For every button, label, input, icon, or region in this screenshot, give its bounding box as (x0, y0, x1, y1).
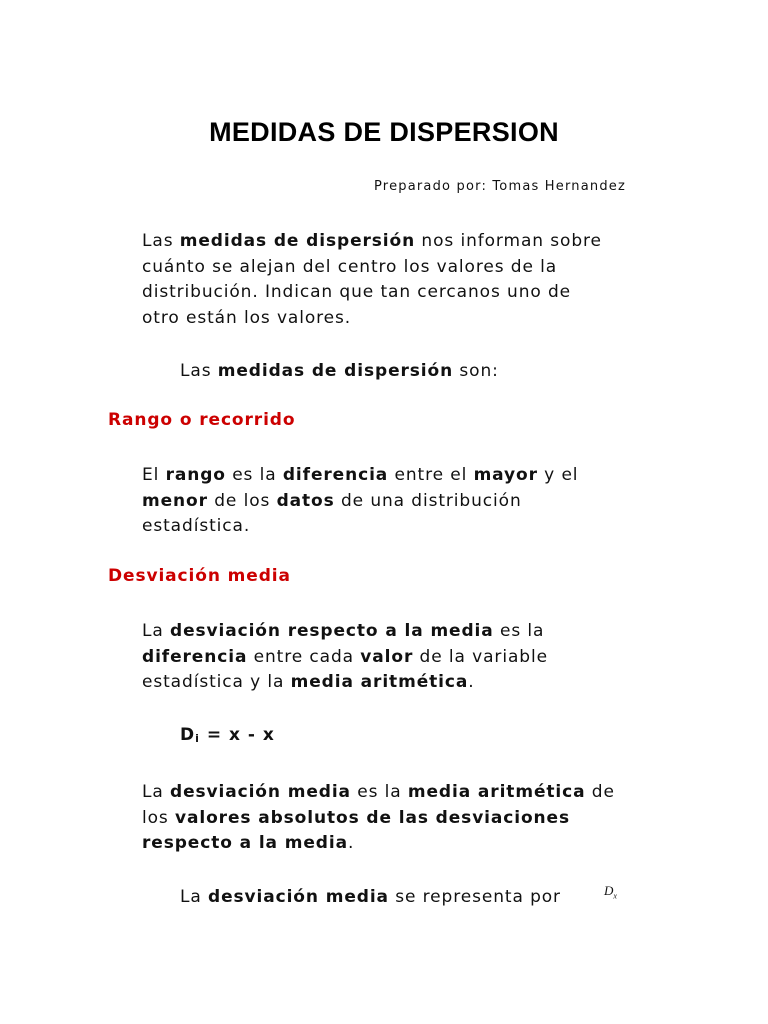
desviacion-media-paragraph: La desviación media es la media aritmética de los valores absolutos de las desviaciones respecto a la media. (142, 782, 615, 853)
intro-paragraph: Las medidas de dispersión nos informan sobre cuánto se alejan del centro los valores de la distribución. Indican que tan cercanos uno de otro están los valores. (142, 231, 602, 328)
representation-line: La desviación media se representa por (180, 887, 561, 907)
measures-intro-line: Las medidas de dispersión son: (180, 361, 499, 381)
section-heading-rango: Rango o recorrido (108, 410, 296, 430)
mean-deviation-symbol: $D_x$ (604, 883, 617, 901)
section-heading-desviacion-media: Desviación media (108, 566, 291, 586)
deviation-formula: $D_i = x - x$ (180, 725, 275, 745)
document-title: MEDIDAS DE DISPERSION (209, 117, 559, 147)
author-byline: Preparado por: Tomas Hernandez (374, 179, 626, 194)
rango-paragraph: El rango es la diferencia entre el mayor y el menor de los datos de una distribución estadística. (142, 465, 579, 536)
desviacion-definition-paragraph: La desviación respecto a la media es la diferencia entre cada valor de la variable estadística y la media aritmética. (142, 621, 548, 692)
